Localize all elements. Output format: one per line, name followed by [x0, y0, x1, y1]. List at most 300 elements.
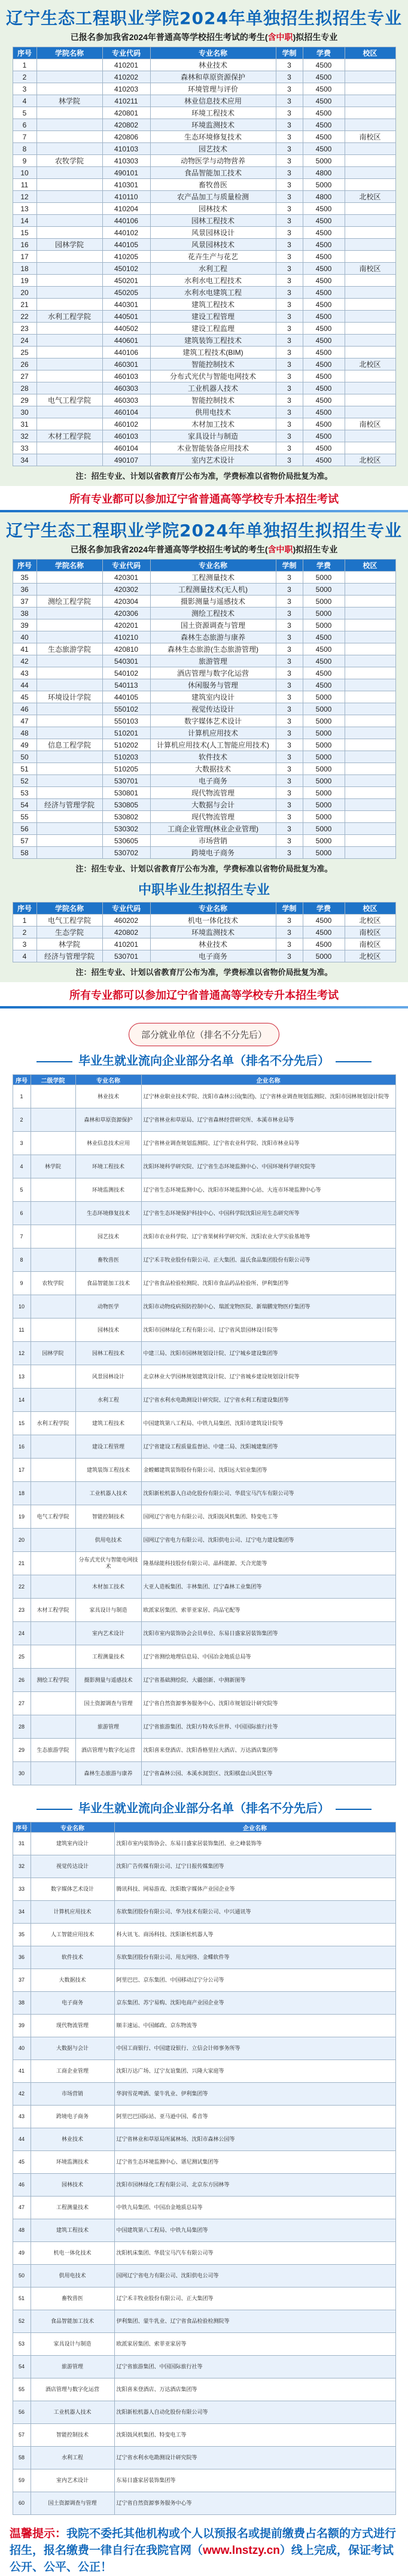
c1-cell: 工业机器人技术 — [75, 1482, 141, 1505]
p1-cell: 4500 — [303, 323, 345, 335]
table-row — [13, 938, 395, 950]
p1-cell — [345, 442, 395, 454]
p1-cell: 3 — [276, 119, 303, 131]
c2-cell: 软件技术 — [31, 1946, 114, 1969]
c2-cell: 沈阳广告传媒有限公司、辽宁日报传媒集团等 — [114, 1855, 395, 1878]
p1-cell: 北校区 — [345, 191, 395, 203]
c1-cell: 30 — [13, 1762, 31, 1785]
p1-cell: 440106 — [102, 347, 150, 359]
p2-cell: 5000 — [303, 619, 345, 631]
p2-cell: 4500 — [303, 679, 345, 691]
c2-cell: 视觉传达设计 — [31, 1855, 114, 1878]
c2-cell: 43 — [13, 2106, 31, 2128]
p1-cell: 460301 — [102, 359, 150, 370]
c1-cell — [31, 1645, 75, 1669]
c2-cell: 建筑室内设计 — [31, 1833, 114, 1855]
p1-cell: 410211 — [102, 95, 150, 107]
p3-cell: 电气工程学院 — [36, 915, 102, 926]
p3-cell: 4500 — [303, 938, 345, 950]
table-row — [13, 251, 395, 263]
p1-cell: 450205 — [102, 287, 150, 299]
c1-cell — [31, 1622, 75, 1645]
p1-cell: 4 — [13, 95, 36, 107]
table-row — [13, 215, 395, 227]
c2-cell: 57 — [13, 2424, 31, 2447]
c1-cell: 园林技术 — [75, 1319, 141, 1342]
p1-cell: 木材加工技术 — [150, 418, 276, 430]
p1-cell: 4500 — [303, 382, 345, 394]
c1-cell: 辽宁省食品检验检测院、沈阳市食品药品检验所、伊利集团等 — [141, 1272, 395, 1295]
title-bar-left — [36, 1061, 72, 1062]
p2-cell: 工程测量技术(无人机) — [150, 584, 276, 596]
table-row — [13, 1669, 395, 1692]
c2-cell: 58 — [13, 2447, 31, 2469]
table-row — [13, 2288, 395, 2310]
p1-cell: 4500 — [303, 359, 345, 370]
p1-cell: 420801 — [102, 107, 150, 119]
p1-cell: 440102 — [102, 227, 150, 239]
p2-cell: 3 — [276, 691, 303, 703]
p1-cell: 3 — [13, 83, 36, 95]
c1-cell: 29 — [13, 1739, 31, 1762]
table-row — [13, 1178, 395, 1202]
p2-cell: 3 — [276, 751, 303, 763]
p2-cell: 420201 — [102, 619, 150, 631]
p2-cell: 45 — [13, 691, 36, 703]
p1-cell: 动物医学与动物营养 — [150, 155, 276, 167]
p2-cell: 4500 — [303, 631, 345, 643]
coop2-table — [13, 1822, 396, 2515]
p1-cell — [345, 430, 395, 442]
c2-cell: 林业技术 — [31, 2128, 114, 2151]
table-row — [13, 191, 395, 203]
c1-cell: 中国建筑第八工程局、中铁九局集团、沈阳市建筑设计院等 — [141, 1412, 395, 1435]
c2-cell: 伊利集团、蒙牛乳业、辽宁省食品检验检测院等 — [114, 2310, 395, 2333]
c1-cell: 沈阳市动物疫病预防控制中心、瑞派宠物医院、新瑞鹏宠物医疗集团等 — [141, 1295, 395, 1319]
p2-cell: 5000 — [303, 715, 345, 727]
table-row — [13, 619, 395, 631]
p1-cell: 4500 — [303, 418, 345, 430]
c2-cell: 40 — [13, 2037, 31, 2060]
table-row — [13, 751, 395, 763]
p1-cell: 3 — [276, 335, 303, 347]
p2-cell: 46 — [13, 703, 36, 715]
p1-cell: 13 — [13, 203, 36, 215]
p3-cell: 机电一体化技术 — [150, 915, 276, 926]
c1-cell: 辽宁省生态环境监测中心、沈阳市环境监测中心站、大连市环境监测中心等 — [141, 1178, 395, 1202]
p1-cell: 农牧学院 — [36, 155, 102, 167]
c2-cell: 32 — [13, 1855, 31, 1878]
p2-cell: 4500 — [303, 643, 345, 655]
p2-cell: 市场营销 — [150, 835, 276, 847]
p2-cell: 50 — [13, 751, 36, 763]
c1-cell — [31, 1178, 75, 1202]
c2-cell: 38 — [13, 1992, 31, 2015]
p1-header-5: 学费 — [303, 47, 345, 59]
c2-cell: 45 — [13, 2151, 31, 2174]
c2-cell: 人工智能应用技术 — [31, 1924, 114, 1946]
p1-cell: 工业机器人技术 — [150, 382, 276, 394]
p2-cell: 5000 — [303, 584, 345, 596]
p2-cell — [36, 715, 102, 727]
part2-title: 辽宁生态工程职业学院2024年单独招生拟招生专业 — [6, 521, 402, 540]
p1-cell — [36, 287, 102, 299]
p1-cell — [345, 215, 395, 227]
p1-cell — [36, 227, 102, 239]
p1-cell: 490101 — [102, 167, 150, 179]
p2-cell: 420304 — [102, 596, 150, 607]
c1-cell: 畜牧兽医 — [75, 1248, 141, 1272]
p1-cell — [36, 442, 102, 454]
p1-cell — [36, 107, 102, 119]
p2-cell: 5000 — [303, 596, 345, 607]
table-row — [13, 2447, 395, 2469]
p3-header-5: 学费 — [303, 903, 345, 915]
p2-cell — [345, 739, 395, 751]
p1-cell: 3 — [276, 131, 303, 143]
p1-cell: 3 — [276, 454, 303, 466]
table-row — [13, 1459, 395, 1482]
p1-cell: 22 — [13, 311, 36, 323]
c2-cell: 环境监测技术 — [31, 2151, 114, 2174]
p1-cell: 26 — [13, 359, 36, 370]
p2-cell: 510203 — [102, 751, 150, 763]
table-row — [13, 359, 395, 370]
p1-cell: 4800 — [303, 167, 345, 179]
table-row — [13, 667, 395, 679]
p1-cell: 34 — [13, 454, 36, 466]
p1-cell: 21 — [13, 299, 36, 311]
c1-cell — [31, 1575, 75, 1599]
c1-cell — [31, 1762, 75, 1785]
p2-cell — [345, 679, 395, 691]
p1-cell: 3 — [276, 418, 303, 430]
p1-cell: 4500 — [303, 347, 345, 359]
c1-cell: 风景园林设计 — [75, 1365, 141, 1389]
c1-cell: 园林工程技术 — [75, 1342, 141, 1365]
p2-cell — [345, 572, 395, 584]
c2-cell: 工商企业管理 — [31, 2060, 114, 2083]
p2-cell: 3 — [276, 643, 303, 655]
p1-cell: 3 — [276, 263, 303, 275]
c1-cell: 林业信息技术应用 — [75, 1132, 141, 1155]
p1-cell: 4500 — [303, 311, 345, 323]
p2-cell: 环境设计学院 — [36, 691, 102, 703]
c2-cell: 51 — [13, 2288, 31, 2310]
c1-cell — [31, 1529, 75, 1552]
p1-cell: 3 — [276, 239, 303, 251]
table-row — [13, 1342, 395, 1365]
p1-cell: 3 — [276, 430, 303, 442]
part1-table — [13, 47, 396, 466]
p2-cell: 工程测量技术 — [150, 572, 276, 584]
c2-cell: 室内艺术设计 — [31, 2469, 114, 2492]
c1-cell: 21 — [13, 1552, 31, 1575]
table-row — [13, 239, 395, 251]
c1-header-3: 企业名称 — [141, 1075, 395, 1085]
p2-header-0: 序号 — [13, 560, 36, 572]
section-divider-2 — [0, 1006, 408, 1008]
table-row — [13, 1202, 395, 1225]
p1-cell: 3 — [276, 359, 303, 370]
p1-cell — [36, 323, 102, 335]
c1-cell: 家具设计与制造 — [75, 1599, 141, 1622]
p2-cell: 休闲服务与管理 — [150, 679, 276, 691]
c1-cell: 沈阳市农业科学院、辽宁省果树科学研究所、沈阳农业大学实验基地等 — [141, 1225, 395, 1248]
part2-table — [13, 559, 396, 859]
c1-cell: 辽宁省基础测绘院、大疆创新、中测新图等 — [141, 1669, 395, 1692]
c1-cell: 17 — [13, 1459, 31, 1482]
c1-cell — [31, 1692, 75, 1715]
p2-cell: 510205 — [102, 763, 150, 775]
table-row — [13, 2083, 395, 2106]
table-row — [13, 1319, 395, 1342]
table-row — [13, 1435, 395, 1459]
p2-cell: 计算机应用技术 — [150, 727, 276, 739]
c2-cell: 数字媒体艺术设计 — [31, 1878, 114, 1901]
p2-cell: 现代物流管理 — [150, 787, 276, 799]
p3-cell: 1 — [13, 915, 36, 926]
p1-cell: 南校区 — [345, 418, 395, 430]
p2-cell — [345, 631, 395, 643]
c2-cell: 阿里巴巴、京东集团、中国移动辽宁分公司等 — [114, 1969, 395, 1992]
p2-cell — [345, 811, 395, 823]
c1-cell: 动物医学 — [75, 1295, 141, 1319]
p2-cell: 数字媒体艺术设计 — [150, 715, 276, 727]
p2-cell: 37 — [13, 596, 36, 607]
c1-cell — [31, 1435, 75, 1459]
p3-cell: 3 — [276, 915, 303, 926]
table-row — [13, 203, 395, 215]
p2-cell — [36, 823, 102, 835]
c1-cell — [31, 1482, 75, 1505]
p1-cell — [36, 71, 102, 83]
p1-header-6: 校区 — [345, 47, 395, 59]
title-bar-left — [36, 1809, 72, 1810]
c2-cell: 东易日盛家居装饰集团等 — [114, 2469, 395, 2492]
p2-cell: 软件技术 — [150, 751, 276, 763]
table-row — [13, 370, 395, 382]
p2-cell: 53 — [13, 787, 36, 799]
p1-cell: 460102 — [102, 418, 150, 430]
table-row — [13, 2424, 395, 2447]
p1-cell: 490107 — [102, 454, 150, 466]
part1-section — [0, 0, 408, 486]
p1-cell: 440105 — [102, 239, 150, 251]
c2-cell: 华润雪花啤酒、蒙牛乳业、伊利集团等 — [114, 2083, 395, 2106]
c1-cell: 9 — [13, 1272, 31, 1295]
p1-cell: 28 — [13, 382, 36, 394]
p1-cell: 室内艺术设计 — [150, 454, 276, 466]
p1-cell: 4500 — [303, 370, 345, 382]
c1-cell: 隆基绿能科技股份有限公司、晶科能源、天合光能等 — [141, 1552, 395, 1575]
p1-cell: 林业技术 — [150, 59, 276, 71]
c1-cell: 辽宁林业职业技术学院、沈阳市森林公园(集团)、辽宁省林业调查规划监测院、沈阳市园林规划设计院等 — [141, 1085, 395, 1108]
part3-title: 中职毕业生拟招生专业 — [138, 882, 270, 897]
p2-cell: 5000 — [303, 835, 345, 847]
c2-cell: 中国建筑第八工程局、中铁九局集团等 — [114, 2219, 395, 2242]
c1-cell: 辽宁禾丰牧业股份有限公司、正大集团、温氏食品集团股份有限公司等 — [141, 1248, 395, 1272]
c1-cell — [31, 1715, 75, 1739]
c2-cell: 东软集团股份有限公司、华为技术有限公司、中兴通讯等 — [114, 1901, 395, 1924]
p1-cell: 440601 — [102, 335, 150, 347]
p1-cell: 450201 — [102, 275, 150, 287]
c1-cell — [31, 1085, 75, 1108]
c1-cell: 22 — [13, 1575, 31, 1599]
p1-cell — [36, 454, 102, 466]
c1-cell: 沈阳新松机器人自动化股份有限公司、华晨宝马汽车有限公司等 — [141, 1482, 395, 1505]
p1-cell — [345, 299, 395, 311]
table-row — [13, 1762, 395, 1785]
p3-cell: 530701 — [102, 950, 150, 962]
p2-cell — [345, 584, 395, 596]
c2-cell: 50 — [13, 2265, 31, 2288]
p2-cell: 550102 — [102, 703, 150, 715]
c2-cell: 辽宁省旅游集团、中国国际旅行社等 — [114, 2356, 395, 2378]
p1-cell: 4500 — [303, 406, 345, 418]
tip-text-a: 我院不委托其他机构或个人以预报名或提前缴费占名额的方式进行招生，报名缴费一律自行在我院官网（ — [10, 2528, 397, 2557]
p1-cell: 4500 — [303, 275, 345, 287]
table-row — [13, 679, 395, 691]
p2-cell: 510202 — [102, 739, 150, 751]
p1-cell: 木材工程学院 — [36, 430, 102, 442]
p2-cell: 3 — [276, 607, 303, 619]
table-row — [13, 835, 395, 847]
p1-cell: 3 — [276, 167, 303, 179]
p1-cell: 水利水电建筑工程 — [150, 287, 276, 299]
p1-cell — [36, 299, 102, 311]
p2-cell: 54 — [13, 799, 36, 811]
p1-header-1: 学院名称 — [36, 47, 102, 59]
p1-cell — [345, 167, 395, 179]
p2-cell — [345, 763, 395, 775]
table-row — [13, 2197, 395, 2219]
p1-cell — [345, 406, 395, 418]
table-row — [13, 2174, 395, 2197]
c1-cell: 辽宁省林业调查规划监测院、辽宁省农业科学院、沈阳市林业局等 — [141, 1132, 395, 1155]
table-row — [13, 1924, 395, 1946]
p2-cell — [36, 607, 102, 619]
part1-subtitle: 已报名参加我省2024年普通高等学校招生考试的考生(含中职)拟招生专业 — [70, 32, 338, 42]
p1-cell: 460103 — [102, 430, 150, 442]
p3-cell: 北校区 — [345, 915, 395, 926]
p2-cell — [345, 787, 395, 799]
table-row — [13, 2333, 395, 2356]
p1-cell: 4500 — [303, 227, 345, 239]
p2-cell: 47 — [13, 715, 36, 727]
p1-cell: 7 — [13, 131, 36, 143]
p2-cell: 5000 — [303, 607, 345, 619]
p1-cell: 家具设计与制造 — [150, 430, 276, 442]
c2-cell: 电子商务 — [31, 1992, 114, 2015]
p1-cell: 16 — [13, 239, 36, 251]
c1-cell: 建设工程管理 — [75, 1435, 141, 1459]
p1-cell — [345, 251, 395, 263]
p2-cell: 530801 — [102, 787, 150, 799]
p2-cell: 计算机应用技术(人工智能应用技术) — [150, 739, 276, 751]
c1-cell: 水利工程 — [75, 1389, 141, 1412]
table-row — [13, 1505, 395, 1529]
p2-cell: 5000 — [303, 763, 345, 775]
table-row — [13, 607, 395, 619]
c2-cell: 34 — [13, 1901, 31, 1924]
tip-url[interactable]: www.lnstzy.cn — [203, 2544, 280, 2557]
c2-cell: 机电一体化技术 — [31, 2242, 114, 2265]
p1-cell: 15 — [13, 227, 36, 239]
table-row — [13, 287, 395, 299]
c2-cell: 工业机器人技术 — [31, 2401, 114, 2424]
table-row — [13, 1225, 395, 1248]
c2-cell: 41 — [13, 2060, 31, 2083]
c1-cell: 生态旅游学院 — [31, 1739, 75, 1762]
p3-cell: 410201 — [102, 938, 150, 950]
p1-cell: 北校区 — [345, 454, 395, 466]
p1-cell: 4800 — [303, 191, 345, 203]
p1-cell: 4500 — [303, 239, 345, 251]
p1-cell: 18 — [13, 263, 36, 275]
p2-cell: 国土资源调查与管理 — [150, 619, 276, 631]
p2-cell: 3 — [276, 727, 303, 739]
p2-cell: 建筑室内设计 — [150, 691, 276, 703]
coop1-title: 毕业生就业流向企业部分名单（排名不分先后） — [0, 1051, 408, 1068]
table-row — [13, 347, 395, 359]
p3-cell: 4500 — [303, 915, 345, 926]
p1-cell — [345, 335, 395, 347]
c1-cell: 建筑工程技术 — [75, 1412, 141, 1435]
p2-cell: 3 — [276, 823, 303, 835]
table-row — [13, 299, 395, 311]
c1-cell: 23 — [13, 1599, 31, 1622]
p1-cell: 4500 — [303, 131, 345, 143]
p1-cell: 建设工程监理 — [150, 323, 276, 335]
c2-cell: 科大讯飞、商汤科技、沈阳新松机器人等 — [114, 1924, 395, 1946]
p2-cell: 420810 — [102, 643, 150, 655]
table-row — [13, 227, 395, 239]
table-row — [13, 2015, 395, 2037]
c1-cell: 1 — [13, 1085, 31, 1108]
table-row — [13, 584, 395, 596]
p2-cell — [36, 631, 102, 643]
p2-cell — [36, 763, 102, 775]
p2-cell: 3 — [276, 596, 303, 607]
p1-cell: 440501 — [102, 311, 150, 323]
p2-cell: 测绘工程技术 — [150, 607, 276, 619]
table-row — [13, 811, 395, 823]
c1-header-1: 二级学院 — [31, 1075, 75, 1085]
p1-cell: 23 — [13, 323, 36, 335]
p1-cell: 25 — [13, 347, 36, 359]
table-row — [13, 275, 395, 287]
p1-cell — [36, 83, 102, 95]
table-row — [13, 823, 395, 835]
table-row — [13, 430, 395, 442]
table-row — [13, 2106, 395, 2128]
p3-cell: 电子商务 — [150, 950, 276, 962]
p1-cell: 4500 — [303, 442, 345, 454]
p1-cell: 环境管理与评价 — [150, 83, 276, 95]
table-row — [13, 2378, 395, 2401]
p1-cell: 建设工程管理 — [150, 311, 276, 323]
c1-cell: 欧派家居集团、索菲亚家居、尚品宅配等 — [141, 1599, 395, 1622]
p2-cell: 420301 — [102, 572, 150, 584]
c1-cell: 国土资源调查与管理 — [75, 1692, 141, 1715]
p2-cell — [36, 727, 102, 739]
table-row — [13, 155, 395, 167]
p2-header-2: 专业代码 — [102, 560, 150, 572]
p1-cell: 森林和草原资源保护 — [150, 71, 276, 83]
table-row — [13, 335, 395, 347]
c1-cell: 28 — [13, 1715, 31, 1739]
